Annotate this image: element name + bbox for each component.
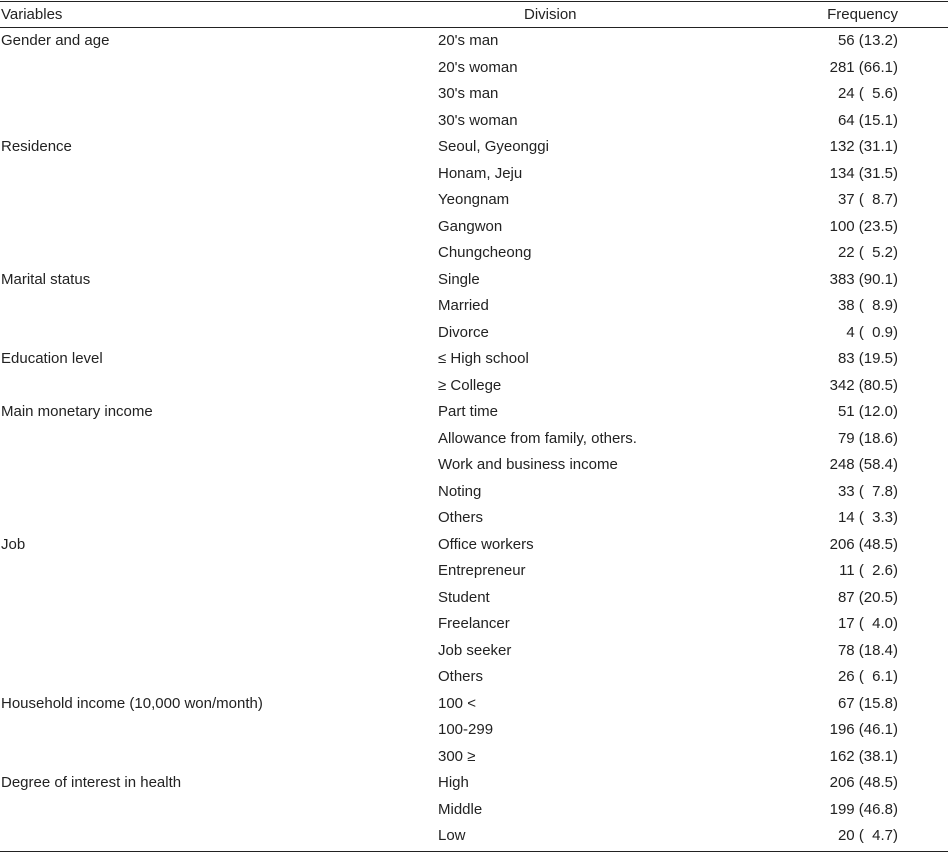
- header-division: Division: [524, 6, 577, 23]
- row-frequency: 26 ( 6.1): [837, 668, 898, 685]
- row-division: Others: [438, 509, 484, 526]
- row-frequency: 100 (23.5): [829, 217, 898, 235]
- row-frequency: 4 ( 0.9): [846, 323, 898, 341]
- row-frequency: 162 (38.1): [829, 747, 898, 765]
- row-frequency: 83 (19.5): [837, 350, 898, 367]
- table-row: [0, 770, 948, 797]
- table-top-rule: [0, 1, 948, 2]
- row-division: Single: [438, 270, 480, 288]
- table-row: [0, 664, 948, 691]
- row-division: Chungcheong: [438, 244, 532, 261]
- row-frequency: 22 ( 5.2): [837, 244, 898, 261]
- table-row: [0, 293, 948, 320]
- table-row: [0, 585, 948, 612]
- row-variable: Marital status: [1, 270, 91, 288]
- row-division: Middle: [438, 800, 483, 818]
- table-row: [0, 479, 948, 506]
- row-frequency: 248 (58.4): [829, 456, 898, 473]
- row-division: Work and business income: [438, 456, 618, 473]
- row-division: Freelancer: [438, 615, 510, 632]
- row-frequency: 206 (48.5): [829, 774, 898, 791]
- row-frequency: 383 (90.1): [829, 270, 898, 288]
- row-frequency: 87 (20.5): [837, 588, 898, 606]
- row-division: Part time: [438, 403, 499, 420]
- table-row: [0, 346, 948, 373]
- row-variable: Education level: [1, 350, 103, 367]
- row-division: Honam, Jeju: [438, 164, 523, 182]
- row-division: Others: [438, 668, 484, 685]
- table-row: [0, 214, 948, 241]
- row-division: High: [438, 774, 469, 791]
- table-row: [0, 161, 948, 188]
- table-row: [0, 691, 948, 718]
- row-division: 30's woman: [438, 111, 518, 129]
- row-frequency: 134 (31.5): [829, 164, 898, 182]
- table-row: [0, 373, 948, 400]
- table-row: [0, 320, 948, 347]
- table-row: [0, 426, 948, 453]
- row-frequency: 196 (46.1): [829, 721, 898, 738]
- row-frequency: 281 (66.1): [829, 58, 898, 76]
- table-row: [0, 240, 948, 267]
- row-division: Seoul, Gyeonggi: [438, 138, 549, 155]
- row-division: Allowance from family, others.: [438, 429, 637, 447]
- row-division: Yeongnam: [438, 191, 510, 208]
- row-frequency: 38 ( 8.9): [837, 297, 898, 314]
- table-row: [0, 452, 948, 479]
- table-row: [0, 55, 948, 82]
- table-row: [0, 638, 948, 665]
- row-division: ≤ High school: [438, 350, 529, 367]
- table-row: [0, 797, 948, 824]
- row-frequency: 56 (13.2): [837, 32, 898, 49]
- row-division: ≥ College: [438, 376, 502, 394]
- row-frequency: 67 (15.8): [837, 694, 898, 712]
- row-frequency: 64 (15.1): [837, 111, 898, 129]
- table-row: [0, 505, 948, 532]
- row-frequency: 51 (12.0): [837, 403, 898, 420]
- row-division: Divorce: [438, 323, 489, 341]
- row-division: Noting: [438, 482, 482, 500]
- row-division: 100 <: [438, 694, 476, 712]
- table-row: [0, 611, 948, 638]
- table-row: [0, 81, 948, 108]
- row-division: Gangwon: [438, 217, 503, 235]
- row-division: 20's woman: [438, 58, 518, 76]
- row-frequency: 20 ( 4.7): [837, 827, 898, 844]
- row-division: 100-299: [438, 721, 494, 738]
- table-row: [0, 717, 948, 744]
- table-row: [0, 532, 948, 559]
- header-variables: Variables: [1, 6, 63, 23]
- table-bottom-rule: [0, 851, 948, 852]
- row-division: Low: [438, 827, 466, 844]
- header-frequency: Frequency: [827, 6, 898, 23]
- row-division: 300 ≥: [438, 747, 476, 765]
- row-frequency: 11 ( 2.6): [839, 562, 898, 579]
- table-row: [0, 823, 948, 850]
- row-variable: Degree of interest in health: [1, 774, 182, 791]
- row-variable: Household income (10,000 won/month): [1, 694, 263, 712]
- row-frequency: 79 (18.6): [837, 429, 898, 447]
- table-row: [0, 267, 948, 294]
- row-frequency: 206 (48.5): [829, 535, 898, 553]
- row-division: Married: [438, 297, 489, 314]
- table-row: [0, 187, 948, 214]
- row-frequency: 17 ( 4.0): [837, 615, 898, 632]
- table-row: [0, 134, 948, 161]
- row-variable: Job: [1, 535, 26, 553]
- row-division: Office workers: [438, 535, 534, 553]
- row-division: 20's man: [438, 32, 499, 49]
- row-division: 30's man: [438, 85, 499, 102]
- row-frequency: 37 ( 8.7): [837, 191, 898, 208]
- table-row: [0, 108, 948, 135]
- row-division: Entrepreneur: [438, 562, 526, 579]
- row-variable: Gender and age: [1, 32, 110, 49]
- row-frequency: 33 ( 7.8): [837, 482, 898, 500]
- row-division: Student: [438, 588, 490, 606]
- row-frequency: 78 (18.4): [837, 641, 898, 659]
- table-row: [0, 399, 948, 426]
- row-division: Job seeker: [438, 641, 512, 659]
- row-frequency: 14 ( 3.3): [837, 509, 898, 526]
- row-frequency: 132 (31.1): [829, 138, 898, 155]
- table-row: [0, 744, 948, 771]
- row-variable: Residence: [1, 138, 72, 155]
- row-variable: Main monetary income: [1, 403, 153, 420]
- row-frequency: 342 (80.5): [829, 376, 898, 394]
- row-frequency: 199 (46.8): [829, 800, 898, 818]
- table-row: [0, 558, 948, 585]
- row-frequency: 24 ( 5.6): [837, 85, 898, 102]
- table-row: [0, 28, 948, 55]
